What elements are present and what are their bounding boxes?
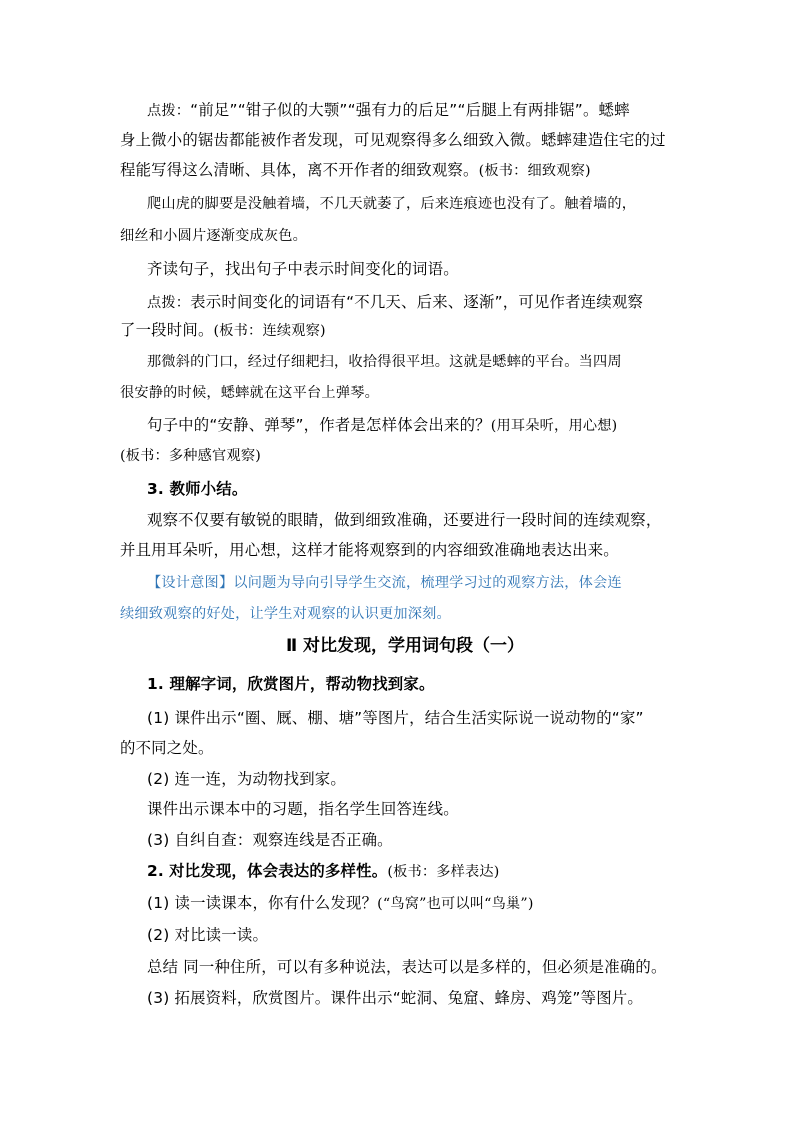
quote-line-1: 爬山虎的脚要是没触着墙，不几天就萎了，后来连痕迹也没有了。触着墙的， [147,196,637,212]
step-2-heading: 2. 对比发现，体会表达的多样性。(板书：多样表达) [147,862,500,880]
board-note-senses: (板书：多种感官观察) [120,448,261,464]
section-heading: Ⅱ 对比发现，学用词句段（一） [285,636,525,656]
summary-line-1: 观察不仅要有敏锐的眼睛，做到细致准确，还要进行一段时间的连续观察， [147,511,662,529]
quote2-line-2: 很安静的时候，蟋蟀就在这平台上弹琴。 [120,385,379,401]
section-3-heading: 3. 教师小结。 [147,480,248,498]
question-line-1: 句子中的“安静、弹琴”，作者是怎样体会出来的？(用耳朵听，用心想) [147,416,618,434]
item-j2: (2) 对比读一读。 [147,926,269,944]
step-1-heading: 1. 理解字词，欣赏图片，帮动物找到家。 [147,675,435,693]
quote-line-2: 细丝和小圆片逐渐变成灰色。 [120,228,308,244]
item-j1: (1) 读一读课本，你有什么发现？(“鸟窝”也可以叫“鸟巢”) [147,894,534,912]
board-note: (板书：连续观察) [213,323,326,339]
item-2-detail: 课件出示课本中的习题，指名学生回答连线。 [147,800,459,818]
design-intent-line-1: 【设计意图】以问题为导向引导学生交流，梳理学习过的观察方法，体会连 [147,575,622,591]
summary-line-2: 并且用耳朵听，用心想，这样才能将观察到的内容细致准确地表达出来。 [120,541,619,559]
board-note: (板书：细致观察) [478,163,591,179]
conclusion: 总结 同一种住所，可以有多种说法，表达可以是多样的，但必须是准确的。 [147,958,667,976]
tip-line-3: 程能写得这么清晰、具体，离不开作者的细致观察。(板书：细致观察) [120,161,591,179]
item-1-line-2: 的不同之处。 [120,739,214,757]
design-intent-line-2: 续细致观察的好处，让学生对观察的认识更加深刻。 [120,606,451,622]
item-1-line-1: (1) 课件出示“圈、厩、棚、塘”等图片，结合生活实际说一说动物的“家” [147,709,644,727]
item-2: (2) 连一连，为动物找到家。 [147,770,346,788]
tip2-line-1: 点拨：表示时间变化的词语有“不几天、后来、逐渐”，可见作者连续观察 [147,293,644,311]
tip-line-1: 点拨：“前足”“钳子似的大颚”“强有力的后足”“后腿上有两排锯”。蟋蟀 [147,101,630,119]
tip2-line-2: 了一段时间。(板书：连续观察) [120,321,326,339]
item-j3: (3) 拓展资料，欣赏图片。课件出示“蛇洞、兔窟、蜂房、鸡笼”等图片。 [147,989,643,1007]
paragraph-read-aloud: 齐读句子，找出句子中表示时间变化的词语。 [147,260,459,278]
item-3: (3) 自纠自查：观察连线是否正确。 [147,831,393,849]
quote2-line-1: 那微斜的门口，经过仔细耙扫，收拾得很平坦。这就是蟋蟀的平台。当四周 [147,354,622,370]
tip-line-2: 身上微小的锯齿都能被作者发现，可见观察得多么细致入微。蟋蟀建造住宅的过 [120,131,666,149]
